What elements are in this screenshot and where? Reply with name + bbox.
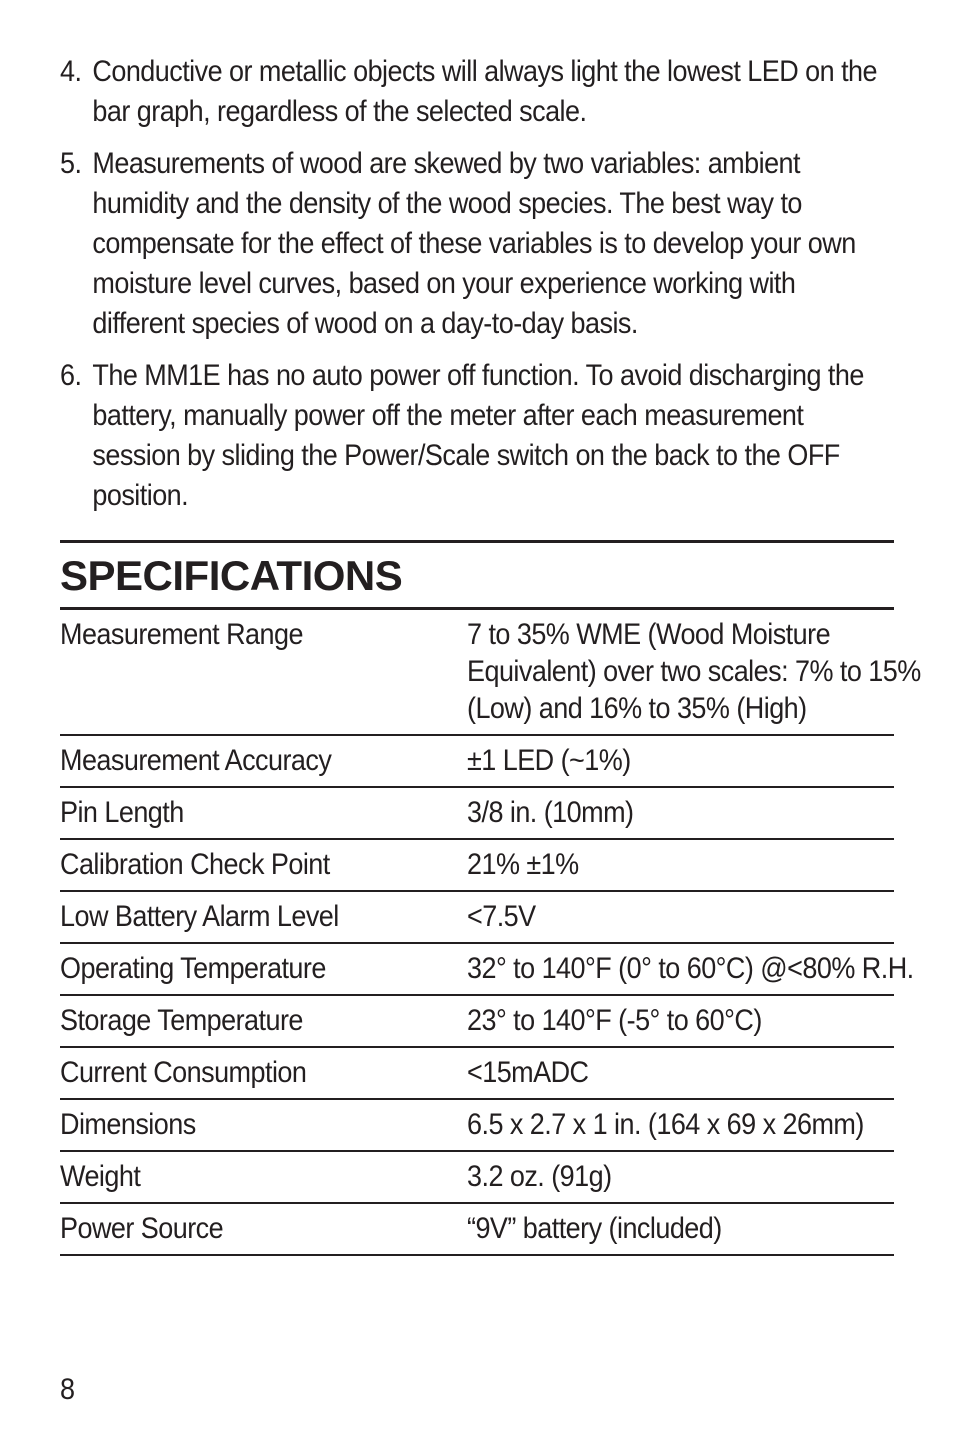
table-row <box>60 736 894 788</box>
spec-label: Pin Length <box>60 796 184 829</box>
note-number: 6. <box>60 359 82 392</box>
spec-value: 3/8 in. (10mm) <box>467 796 634 829</box>
section-divider <box>60 540 894 543</box>
spec-value: “9V” battery (included) <box>467 1212 722 1245</box>
spec-label: Measurement Accuracy <box>60 744 332 777</box>
note-text: Conductive or metallic objects will always light the lowest LED on the bar graph, regardless of the selected scale. <box>92 55 877 128</box>
manual-page <box>60 52 921 1256</box>
note-item <box>60 144 893 344</box>
spec-label: Current Consumption <box>60 1056 307 1089</box>
notes-list <box>60 52 894 516</box>
spec-value: 32° to 140°F (0° to 60°C) @<80% R.H. <box>467 952 914 985</box>
spec-value: 7 to 35% WME (Wood Moisture Equivalent) over two scales: 7% to 15% (Low) and 16% to 35% (High) <box>467 618 921 725</box>
table-row <box>60 610 921 736</box>
spec-value: <15mADC <box>467 1056 589 1089</box>
spec-value: 21% ±1% <box>467 848 579 881</box>
spec-value: 23° to 140°F (-5° to 60°C) <box>467 1004 762 1037</box>
spec-label: Operating Temperature <box>60 952 326 985</box>
table-row <box>60 1048 894 1100</box>
spec-label: Dimensions <box>60 1108 196 1141</box>
note-number: 5. <box>60 147 82 180</box>
page-number: 8 <box>60 1373 76 1406</box>
spec-label: Low Battery Alarm Level <box>60 900 339 933</box>
table-row <box>60 840 894 892</box>
spec-label: Measurement Range <box>60 618 303 651</box>
note-item <box>60 52 893 132</box>
spec-value: ±1 LED (~1%) <box>467 744 631 777</box>
spec-label: Weight <box>60 1160 141 1193</box>
specifications-heading: SPECIFICATIONS <box>60 552 403 599</box>
specifications-table <box>60 607 921 1256</box>
table-row <box>60 892 894 944</box>
table-row <box>60 944 914 996</box>
table-row <box>60 996 894 1048</box>
note-number: 4. <box>60 55 82 88</box>
note-item <box>60 356 893 516</box>
spec-value: <7.5V <box>467 900 536 933</box>
spec-label: Storage Temperature <box>60 1004 303 1037</box>
spec-label: Power Source <box>60 1212 224 1245</box>
table-row <box>60 788 894 840</box>
note-text: Measurements of wood are skewed by two variables: ambient humidity and the density of the wood species. The best way to compensate for the effect of these variables is to develop your own moisture level curves, based on your experience working with different species of wood on a day-to-day basis. <box>92 147 856 340</box>
table-row <box>60 1100 894 1152</box>
note-text: The MM1E has no auto power off function. To avoid discharging the battery, manually power off the meter after each measurement session by sliding the Power/Scale switch on the back to the OFF position. <box>92 359 864 512</box>
table-row <box>60 1204 894 1256</box>
spec-label: Calibration Check Point <box>60 848 330 881</box>
table-row <box>60 1152 894 1204</box>
spec-value: 6.5 x 2.7 x 1 in. (164 x 69 x 26mm) <box>467 1108 864 1141</box>
spec-value: 3.2 oz. (91g) <box>467 1160 612 1193</box>
